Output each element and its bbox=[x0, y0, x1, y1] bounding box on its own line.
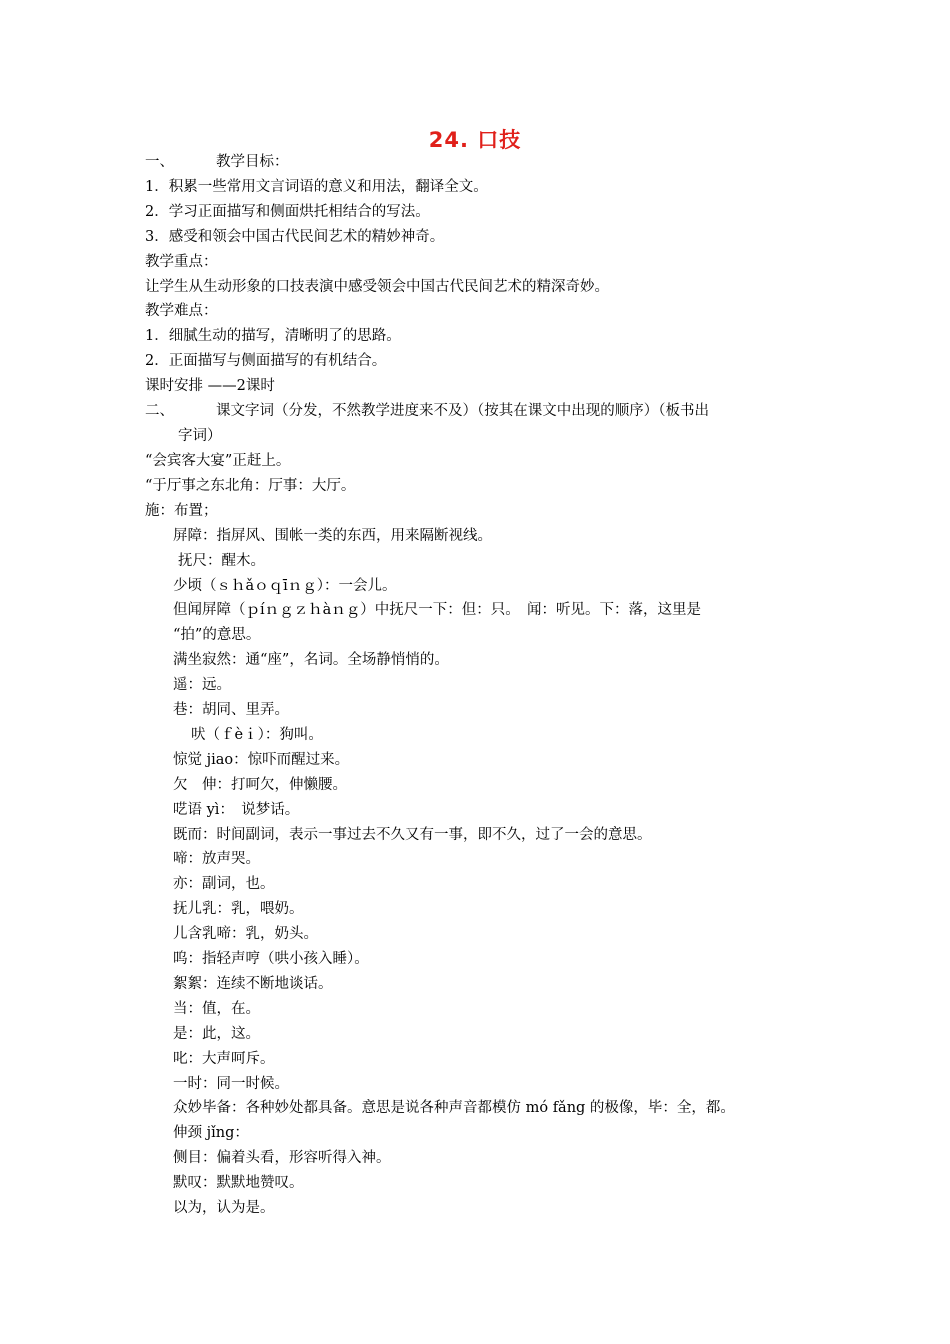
vocab-line: “于厅事之东北角：厅事：大厅。 bbox=[145, 478, 356, 494]
vocab-line: 啼：放声哭。 bbox=[173, 851, 260, 867]
vocab-line: “会宾客大宴”正赶上。 bbox=[145, 453, 291, 469]
vocab-line: 欠 伸：打呵欠，伸懒腰。 bbox=[173, 777, 347, 793]
section-2-title: 课文字词（分发，不然教学进度来不及）（按其在课文中出现的顺序）（板书出 bbox=[216, 403, 709, 419]
goal-item: 2．学习正面描写和侧面烘托相结合的写法。 bbox=[145, 204, 430, 220]
vocab-line: 以为，认为是。 bbox=[173, 1200, 275, 1216]
vocab-line: 屏障：指屏风、围帐一类的东西，用来隔断视线。 bbox=[173, 528, 492, 544]
section-2-heading bbox=[145, 402, 709, 420]
vocab-line: 默叹：默默地赞叹。 bbox=[173, 1175, 304, 1191]
vocab-line: 惊觉 jiao：惊吓而醒过来。 bbox=[173, 752, 350, 768]
schedule-text: 课时安排 ——2课时 bbox=[145, 378, 275, 394]
section-2-title-cont: 字词） bbox=[178, 428, 222, 444]
vocab-line: 叱：大声呵斥。 bbox=[173, 1051, 275, 1067]
focus-label: 教学重点： bbox=[145, 254, 218, 270]
vocab-line: 施：布置； bbox=[145, 503, 218, 519]
vocab-line: 呓语 yì： 说梦话。 bbox=[173, 802, 300, 818]
section-2-label: 二、 bbox=[145, 403, 174, 419]
vocab-line: 呜：指轻声哼（哄小孩入睡）。 bbox=[173, 951, 369, 967]
vocab-line: 絮絮：连续不断地谈话。 bbox=[173, 976, 333, 992]
vocab-line: 是：此，这。 bbox=[173, 1026, 260, 1042]
page-title: 24. 口技 bbox=[428, 128, 522, 152]
difficulty-label: 教学难点： bbox=[145, 303, 218, 319]
goal-item: 1．积累一些常用文言词语的意义和用法，翻译全文。 bbox=[145, 179, 488, 195]
vocab-line: 伸颈 jǐng： bbox=[173, 1125, 249, 1141]
vocab-line: 满坐寂然：通“座”，名词。全场静悄悄的。 bbox=[173, 652, 449, 668]
difficulty-item: 1．细腻生动的描写，清晰明了的思路。 bbox=[145, 328, 401, 344]
vocab-line: 遥：远。 bbox=[173, 677, 231, 693]
vocab-line: 吠（ｆèｉ）：狗叫。 bbox=[191, 727, 323, 743]
vocab-line: 巷：胡同、里弄。 bbox=[173, 702, 289, 718]
focus-text: 让学生从生动形象的口技表演中感受领会中国古代民间艺术的精深奇妙。 bbox=[145, 279, 609, 295]
goal-item: 3．感受和领会中国古代民间艺术的精妙神奇。 bbox=[145, 229, 445, 245]
vocab-line: 但闻屏障（ｐíｎｇｚｈàｎｇ）中抚尺一下：但：只。 闻：听见。下：落，这里是 bbox=[173, 602, 702, 618]
vocab-line: 众妙毕备：各种妙处都具备。意思是说各种声音都模仿 mó fǎng 的极像，毕：全，都。 bbox=[173, 1100, 735, 1116]
vocab-line: “拍”的意思。 bbox=[173, 627, 261, 643]
vocab-line: 既而：时间副词，表示一事过去不久又有一事，即不久，过了一会的意思。 bbox=[173, 827, 652, 843]
section-1-title: 教学目标： bbox=[216, 154, 289, 170]
vocab-line: 儿含乳啼：乳，奶头。 bbox=[173, 926, 318, 942]
vocab-line: 侧目：偏着头看，形容听得入神。 bbox=[173, 1150, 391, 1166]
vocab-line: 抚尺：醒木。 bbox=[178, 553, 265, 569]
difficulty-item: 2．正面描写与侧面描写的有机结合。 bbox=[145, 353, 387, 369]
section-1-heading bbox=[145, 153, 289, 171]
vocab-line: 亦：副词，也。 bbox=[173, 876, 275, 892]
vocab-line: 抚儿乳：乳，喂奶。 bbox=[173, 901, 304, 917]
section-1-label: 一、 bbox=[145, 154, 174, 170]
vocab-line: 当：值，在。 bbox=[173, 1001, 260, 1017]
vocab-line: 一时：同一时候。 bbox=[173, 1076, 289, 1092]
vocab-line: 少顷（ｓｈǎｏｑīｎｇ）：一会儿。 bbox=[173, 578, 397, 594]
